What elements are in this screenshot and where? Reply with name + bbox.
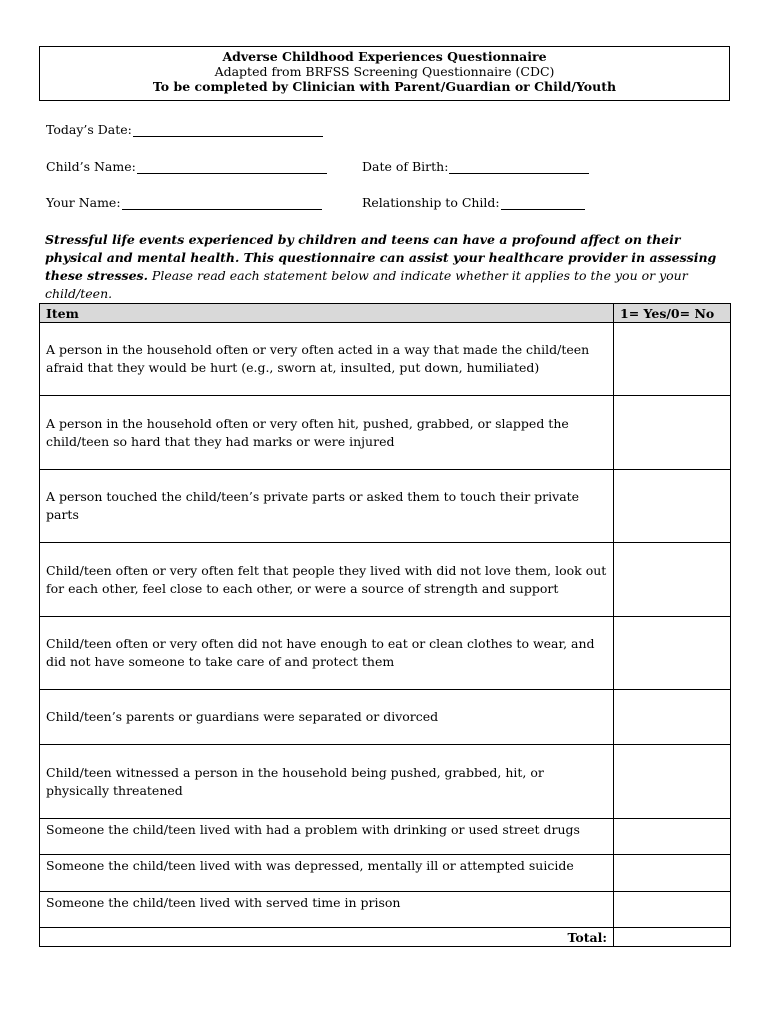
- question-text: Child/teen’s parents or guardians were separated or divorced: [40, 690, 614, 745]
- question-text: A person in the household often or very often acted in a way that made the child/teen afraid that they would be hurt (e.g., sworn at, insulted, put down, humiliated): [40, 323, 614, 396]
- question-text: Someone the child/teen lived with had a problem with drinking or used street drugs: [40, 819, 614, 855]
- form-subtitle: Adapted from BRFSS Screening Questionnaire (CDC): [214, 64, 555, 79]
- intro-plain-text: Please read each statement below and indicate whether it applies to the you or your child/teen.: [45, 268, 688, 301]
- intro-bold-text: Stressful life events experienced by children and teens can have a profound affect on their physical and mental health. This questionnaire can assist your healthcare provider in assessing these stresses.: [45, 232, 717, 283]
- date-of-birth-label: Date of Birth:: [362, 159, 449, 174]
- item-column-header: Item: [40, 304, 614, 323]
- total-label: Total:: [40, 928, 614, 947]
- childs-name-line[interactable]: [137, 161, 327, 174]
- question-text: A person in the household often or very often hit, pushed, grabbed, or slapped the child/teen so hard that they had marks or were injured: [40, 396, 614, 470]
- todays-date-line[interactable]: [133, 124, 323, 137]
- table-row: [40, 396, 731, 470]
- answer-cell[interactable]: [614, 892, 731, 928]
- table-row: [40, 323, 731, 396]
- answer-cell[interactable]: [614, 470, 731, 543]
- date-of-birth-field[interactable]: [362, 159, 589, 174]
- table-row: [40, 745, 731, 819]
- answer-cell[interactable]: [614, 543, 731, 617]
- table-row: [40, 470, 731, 543]
- todays-date-label: Today’s Date:: [46, 122, 132, 137]
- answer-cell[interactable]: [614, 396, 731, 470]
- table-row: [40, 819, 731, 855]
- your-name-field[interactable]: [46, 195, 322, 210]
- question-text: Child/teen often or very often felt that people they lived with did not love them, look out for each other, feel close to each other, or were a source of strength and support: [40, 543, 614, 617]
- total-row: [40, 928, 731, 947]
- answer-column-header: 1= Yes/0= No: [614, 304, 731, 323]
- form-title: Adverse Childhood Experiences Questionnaire: [222, 49, 547, 64]
- question-text: Someone the child/teen lived with served time in prison: [40, 892, 614, 928]
- question-text: Someone the child/teen lived with was depressed, mentally ill or attempted suicide: [40, 855, 614, 892]
- table-row: [40, 892, 731, 928]
- relationship-field[interactable]: [362, 195, 585, 210]
- table-row: [40, 690, 731, 745]
- question-text: A person touched the child/teen’s private parts or asked them to touch their private parts: [40, 470, 614, 543]
- answer-cell[interactable]: [614, 617, 731, 690]
- question-text: Child/teen witnessed a person in the household being pushed, grabbed, hit, or physically threatened: [40, 745, 614, 819]
- table-row: [40, 617, 731, 690]
- total-cell[interactable]: [614, 928, 731, 947]
- childs-name-label: Child’s Name:: [46, 159, 136, 174]
- answer-cell[interactable]: [614, 690, 731, 745]
- relationship-line[interactable]: [501, 197, 585, 210]
- answer-cell[interactable]: [614, 745, 731, 819]
- answer-cell[interactable]: [614, 855, 731, 892]
- childs-name-field[interactable]: [46, 159, 327, 174]
- form-instruction: To be completed by Clinician with Parent/Guardian or Child/Youth: [152, 79, 617, 94]
- intro-paragraph: [45, 231, 725, 303]
- questionnaire-header: [39, 46, 730, 101]
- your-name-line[interactable]: [122, 197, 322, 210]
- answer-cell[interactable]: [614, 819, 731, 855]
- table-row: [40, 855, 731, 892]
- date-of-birth-line[interactable]: [449, 161, 589, 174]
- table-row: [40, 543, 731, 617]
- answer-cell[interactable]: [614, 323, 731, 396]
- todays-date-field[interactable]: [46, 122, 323, 137]
- your-name-label: Your Name:: [46, 195, 121, 210]
- relationship-label: Relationship to Child:: [362, 195, 500, 210]
- table-header-row: [40, 304, 731, 323]
- question-text: Child/teen often or very often did not have enough to eat or clean clothes to wear, and did not have someone to take care of and protect them: [40, 617, 614, 690]
- ace-questionnaire-table: [39, 303, 731, 947]
